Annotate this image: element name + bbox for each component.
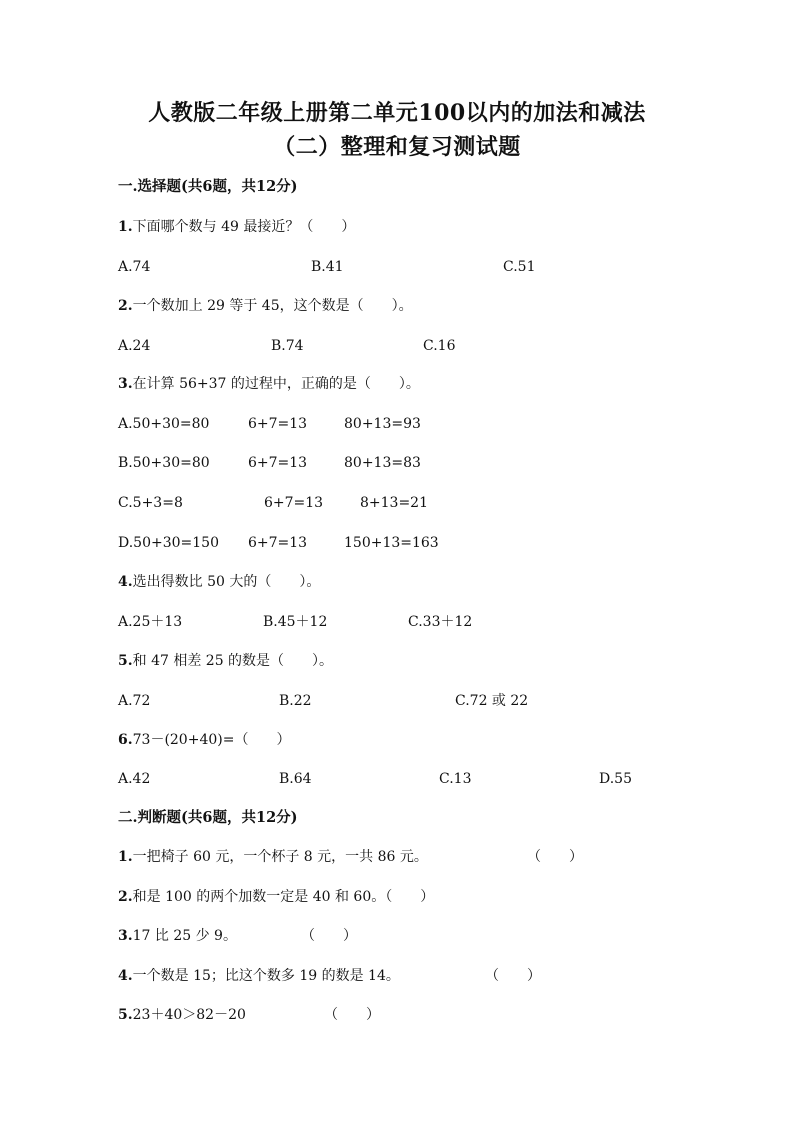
question-6 (118, 730, 290, 750)
q3-option-c-step3: 8+13=21 (360, 495, 428, 511)
q3-option-b-step3: 80+13=83 (344, 455, 421, 471)
question-number: 1. (118, 219, 133, 235)
q2-option-a: A.24 (118, 338, 151, 354)
section-heading-choice: 一.选择题(共6题，共12分) (118, 178, 298, 195)
q3-option-c-step2: 6+7=13 (264, 495, 324, 511)
judgment-5 (118, 1005, 246, 1025)
q1-option-a: A.74 (118, 259, 151, 275)
q5-option-b: B.22 (279, 693, 312, 709)
question-number: 3. (118, 928, 133, 944)
question-number: 6. (118, 732, 133, 748)
q3-option-d-step2: 6+7=13 (248, 535, 308, 551)
question-number: 2. (118, 889, 133, 905)
worksheet-title-line2: （二）整理和复习测试题 (273, 134, 521, 160)
question-text: 下面哪个数与 49 最接近？（ ） (132, 219, 356, 235)
q3-option-a-step1: A.50+30=80 (118, 416, 210, 432)
question-text: 一个数是 15；比这个数多 19 的数是 14。 (132, 968, 400, 984)
judgment-4-answer-paren: （ ） (485, 968, 541, 984)
q1-option-c: C.51 (503, 259, 536, 275)
q1-option-b: B.41 (311, 259, 344, 275)
question-number: 4. (118, 968, 133, 984)
q4-option-b: B.45＋12 (263, 614, 328, 630)
question-number: 1. (118, 849, 133, 865)
q6-option-d: D.55 (599, 771, 632, 787)
question-text: 17 比 25 少 9。 (132, 928, 237, 944)
question-5 (118, 651, 333, 671)
judgment-3 (118, 926, 237, 946)
judgment-1-answer-paren: （ ） (527, 849, 583, 865)
q3-option-d-step3: 150+13=163 (344, 535, 439, 551)
q6-option-b: B.64 (279, 771, 312, 787)
question-number: 2. (118, 298, 133, 314)
question-text: 和是 100 的两个加数一定是 40 和 60。（ ） (132, 889, 435, 905)
q3-option-b-step2: 6+7=13 (248, 455, 308, 471)
q3-option-c-step1: C.5+3=8 (118, 495, 183, 511)
judgment-1 (118, 847, 428, 867)
q4-option-a: A.25＋13 (118, 614, 183, 630)
question-number: 5. (118, 653, 133, 669)
q5-option-c: C.72 或 22 (455, 693, 529, 709)
question-number: 3. (118, 376, 133, 392)
judgment-4 (118, 966, 400, 986)
question-text: 一把椅子 60 元，一个杯子 8 元，一共 86 元。 (132, 849, 428, 865)
worksheet-title-line1: 人教版二年级上册第二单元100以内的加法和减法 (148, 100, 646, 126)
question-text: 73－(20+40)=（ ） (132, 732, 291, 748)
question-4 (118, 572, 320, 592)
question-text: 选出得数比 50 大的（ ）。 (132, 574, 321, 590)
q5-option-a: A.72 (118, 693, 151, 709)
question-text: 一个数加上 29 等于 45，这个数是（ ）。 (132, 298, 413, 314)
question-3 (118, 374, 420, 394)
q3-option-a-step3: 80+13=93 (344, 416, 421, 432)
question-1 (118, 217, 355, 237)
question-text: 23＋40＞82－20 (132, 1007, 246, 1023)
section-heading-true-false: 二.判断题(共6题，共12分) (118, 809, 298, 826)
judgment-2 (118, 887, 434, 907)
q6-option-a: A.42 (118, 771, 151, 787)
q2-option-c: C.16 (423, 338, 456, 354)
judgment-5-answer-paren: （ ） (324, 1007, 380, 1023)
q6-option-c: C.13 (439, 771, 472, 787)
q3-option-a-step2: 6+7=13 (248, 416, 308, 432)
question-2 (118, 296, 413, 316)
q2-option-b: B.74 (271, 338, 304, 354)
judgment-3-answer-paren: （ ） (301, 928, 357, 944)
question-number: 5. (118, 1007, 133, 1023)
question-text: 在计算 56+37 的过程中，正确的是（ ）。 (132, 376, 420, 392)
question-number: 4. (118, 574, 133, 590)
question-text: 和 47 相差 25 的数是（ ）。 (132, 653, 334, 669)
q4-option-c: C.33＋12 (408, 614, 473, 630)
q3-option-b-step1: B.50+30=80 (118, 455, 210, 471)
q3-option-d-step1: D.50+30=150 (118, 535, 219, 551)
